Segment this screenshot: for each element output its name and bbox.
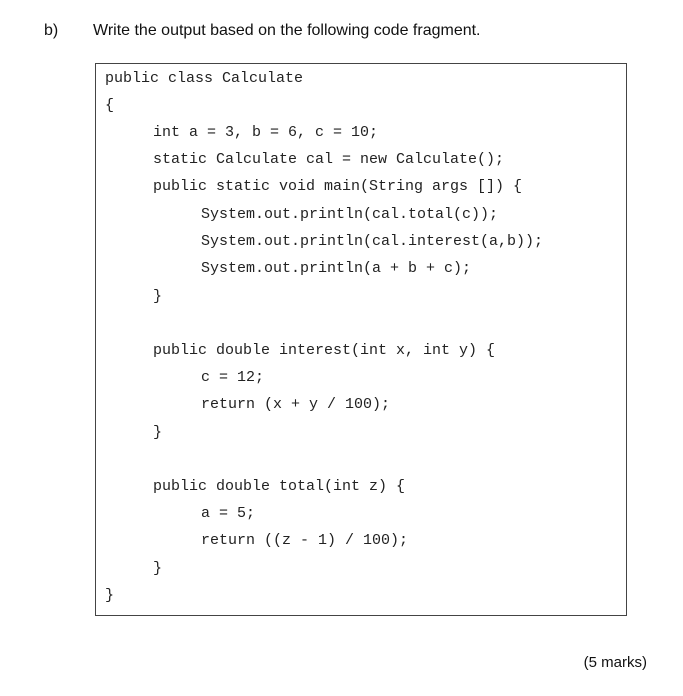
code-line-class-open-brace: { — [105, 97, 115, 114]
code-line-total-signature: public double total(int z) { — [153, 478, 406, 495]
code-line-interest-close-brace: } — [153, 424, 163, 441]
code-line-main-signature: public static void main(String args []) { — [153, 178, 523, 195]
question-label: b) — [44, 22, 59, 39]
code-line-total-assign-a: a = 5; — [201, 505, 256, 522]
code-line-class-close-brace: } — [105, 587, 115, 604]
code-line-interest-signature: public double interest(int x, int y) { — [153, 342, 496, 359]
code-line-interest-assign-c: c = 12; — [201, 369, 265, 386]
code-line-static-instance: static Calculate cal = new Calculate(); — [153, 151, 505, 168]
code-line-total-return: return ((z - 1) / 100); — [201, 532, 409, 549]
code-line-main-close-brace: } — [153, 288, 163, 305]
code-box — [95, 63, 627, 616]
question-prompt: Write the output based on the following code fragment. — [93, 22, 481, 39]
code-line-total-close-brace: } — [153, 560, 163, 577]
code-line-interest-return: return (x + y / 100); — [201, 396, 391, 413]
marks-label: (5 marks) — [583, 654, 647, 671]
code-line-class-declaration: public class Calculate — [105, 70, 304, 87]
code-line-print-total: System.out.println(cal.total(c)); — [201, 206, 499, 223]
code-line-print-interest: System.out.println(cal.interest(a,b)); — [201, 233, 544, 250]
code-line-field-declarations: int a = 3, b = 6, c = 10; — [153, 124, 379, 141]
code-line-print-sum: System.out.println(a + b + c); — [201, 260, 472, 277]
